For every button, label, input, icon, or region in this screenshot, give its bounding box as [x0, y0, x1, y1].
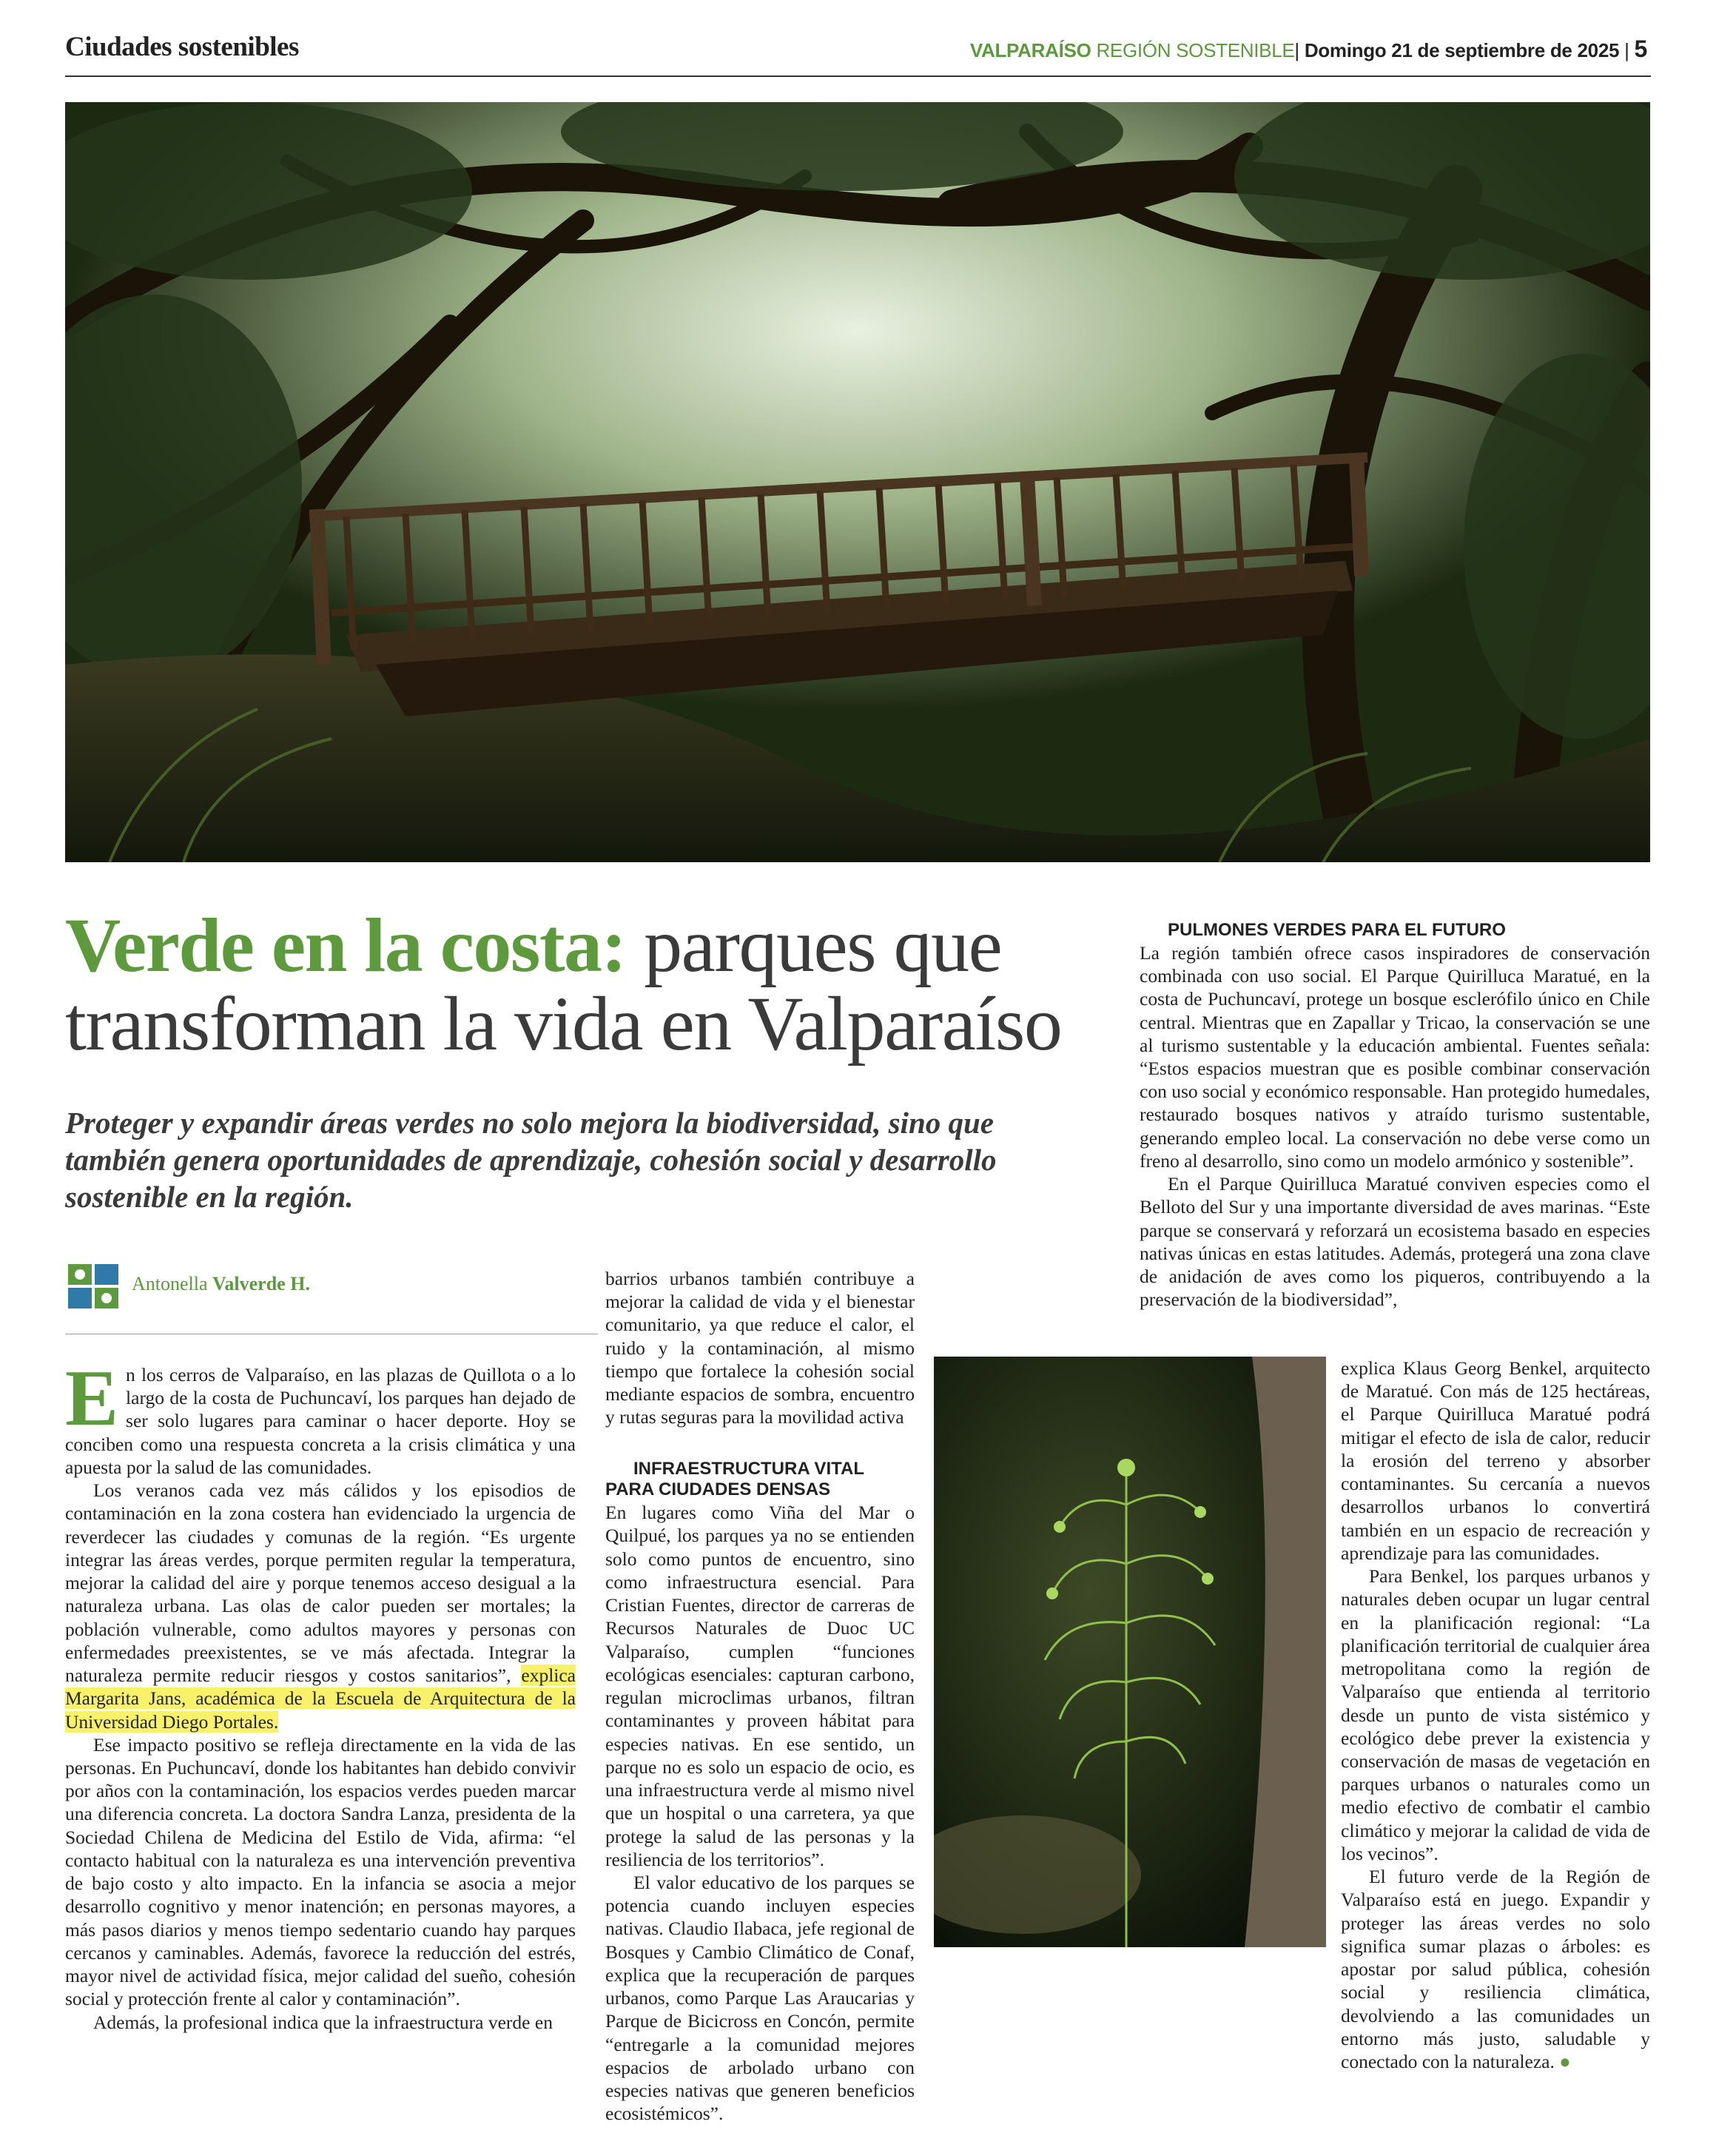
- header-region: REGIÓN SOSTENIBLE: [1096, 39, 1295, 61]
- highlight: explica Margarita Jans, académica de la Escuela de Arquitectura de la: [65, 1664, 576, 1710]
- highlight-university: Universidad Diego Portales.: [65, 1710, 279, 1733]
- paragraph: Ese impacto positivo se refleja directamente en la vida de las personas. En Puchuncaví, donde los habitantes han debido convivir por años con la contaminación, los espacios verdes pueden marcar una diferencia concreta. La doctora Sandra Lanza, presidenta de la Sociedad Chilena de Medicina del Estilo de Vida, afirma: “el contacto habitual con la naturaleza es una intervención preventiva de bajo costo y alto impacto. En la infancia se asocia a mejor desarrollo cognitivo y menor inatención; en personas mayores, a más pasos diarios y menos tiempo sedentario cuando hay parques cercanos y caminables. Además, favorece la reducción del estrés, mayor nivel de actividad física, mejor calidad del sueño, cohesión social y protección frente al calor y contaminación”.: [65, 1733, 576, 2010]
- headline-rest: parques que: [625, 903, 1002, 988]
- paragraph: Para Benkel, los parques urbanos y naturales deben ocupar un lugar central en la planificación regional: “La planificación territorial de cualquier área metropolitana como la región de Valparaíso que entienda al territorio desde un punto de vista sistémico y ecológico debe prever la existencia y conservación de masas de vegetación en parques urbanos o naturales como un medio efectivo de combatir el cambio climático y mejorar la calidad de vida de los vecinos”.: [1341, 1565, 1650, 1864]
- article-column-2: [605, 1267, 915, 2126]
- section-title: Ciudades sostenibles: [65, 32, 299, 62]
- paragraph: barrios urbanos también contribuye a mejorar la calidad de vida y el bienestar comunitario, ya que reduce el calor, el ruido y la contaminación, al mismo tiempo que fortalece la cohesión social mediante espacios de sombra, encuentro y rutas seguras para la movilidad activa: [605, 1268, 915, 1428]
- page-header-info: [970, 36, 1647, 63]
- headline-green: Verde en la costa:: [65, 903, 626, 988]
- byline: [132, 1273, 310, 1295]
- paragraph-text: El futuro verde de la Región de Valparaíso está en juego. Expandir y proteger las áreas verdes no solo significa sumar plazas o árboles: es apostar por salud pública, cohesión social y resiliencia climática, devolviendo a las comunidades un entorno más justo, saludable y conectado con la naturaleza.: [1341, 1866, 1650, 2073]
- paragraph: En el Parque Quirilluca Maratué conviven especies como el Belloto del Sur y una importante diversidad de aves marinas. “Este parque se conservará y reforzará un ecosistema basado en especies nativas únicas en estas latitudes. Además, protegerá una zona clave de anidación de aves como los piqueros, contribuyendo a la preservación de la biodiversidad”,: [1140, 1173, 1650, 1311]
- page-number: 5: [1634, 36, 1647, 62]
- header-separator: |: [1624, 39, 1629, 61]
- paragraph: El valor educativo de los parques se potencia cuando incluyen especies nativas. Claudio Ilabaca, jefe regional de Bosques y Cambio Climático de Conaf, explica que la recuperación de parques urbanos, como Parque Las Araucarias y Parque de Bicicross en Concón, permite “entregarle a la comunidad mejores espacios de arbolado urbano con especies nativas que generen beneficios ecosistémicos”.: [605, 1871, 915, 2125]
- paragraph: [65, 1479, 576, 1733]
- article-column-3: [1140, 920, 1650, 1311]
- paragraph: explica Klaus Georg Benkel, arquitecto de Maratué. Con más de 125 hectáreas, el Parque Quirilluca Maratué podrá mitigar el efecto de isla de calor, reducir la erosión del terreno y absorber contaminantes. Su cercanía a nuevos desarrollos urbanos lo convertirá también en un espacio de recreación y aprendizaje para las comunidades.: [1341, 1357, 1650, 1564]
- paragraph: En lugares como Viña del Mar o Quilpué, los parques ya no se entienden solo como puntos de encuentro, sino como infraestructura esencial. Para Cristian Fuentes, director de carreras de Recursos Naturales de Duoc UC Valparaíso, cumplen “funciones ecológicas esenciales: capturan carbono, regulan microclimas urbanos, filtran contaminantes y proveen hábitat para especies nativas. En ese sentido, un parque no es solo un espacio de ocio, es una infraestructura verde al mismo nivel que un hospital o una carretera, ya que protege la salud de las personas y la resiliencia de los territorios”.: [605, 1502, 915, 1870]
- header-rule: [65, 75, 1651, 77]
- author-first: Antonella: [132, 1273, 208, 1294]
- subheading: PULMONES VERDES PARA EL FUTURO: [1168, 920, 1506, 940]
- header-separator: |: [1294, 39, 1299, 61]
- article-column-1: [65, 1354, 576, 2034]
- header-date: Domingo 21 de septiembre de 2025: [1304, 39, 1620, 61]
- author-last: Valverde H.: [212, 1273, 310, 1294]
- paragraph-text: n los cerros de Valparaíso, en las plazas de Quillota o a lo largo de la costa de Puchuncaví, los parques han dejado de ser solo lugares para caminar o hacer deporte. Hoy se conciben como una respuesta concreta a la crisis climática y una apuesta por la salud de las comunidades.: [65, 1364, 576, 1478]
- paragraph: Además, la profesional indica que la infraestructura verde en: [93, 2011, 553, 2033]
- drop-cap: E: [65, 1354, 119, 1442]
- seedling-photo: [934, 1357, 1326, 1947]
- paragraph: [1341, 1865, 1650, 2073]
- paragraph: La región también ofrece casos inspiradores de conservación combinada con uso social. El Parque Quirilluca Maratué, en la costa de Puchuncaví, protege un bosque esclerófilo único en Chile central. Mientras que en Zapallar y Tricao, la conservación se une al turismo sustentable y la educación ambiental. Fuentes señala: “Estos espacios muestran que es posible combinar conservación con uso social y económico responsable. Han protegido humedales, restaurado bosques nativos y atraído turismo sustentable, generando empleo local. La conservación no debe verse como un freno al desarrollo, sino como un modelo armónico y sostenible”.: [1140, 941, 1650, 1172]
- paragraph-text: Los veranos cada vez más cálidos y los episodios de contaminación en la zona costera han evidenciado la urgencia de reverdecer las ciudades y comunas de la región. “Es urgente integrar las áreas verdes, porque permiten regular la temperatura, mejorar la calidad del aire y porque tenemos acceso desigual a la naturaleza urbana. Las olas de calor pueden ser mortales; la población vulnerable, como adultos mayores y personas con enfermedades preexistentes, se ve más afectada. Integrar la naturaleza permite reducir riesgos y costos sanitarios”,: [65, 1479, 576, 1687]
- header-city: VALPARAÍSO: [969, 39, 1091, 61]
- end-mark-icon: ●: [1559, 2051, 1571, 2073]
- deck: Proteger y expandir áreas verdes no solo mejora la biodiversidad, sino que también genera oportunidades de aprendizaje, cohesión social y desarrollo sostenible en la región.: [65, 1106, 997, 1214]
- paragraph: [65, 1354, 576, 1479]
- article-column-3-narrow: [1341, 1357, 1650, 2073]
- headline: [65, 903, 1138, 1067]
- sustainability-logo-icon: [68, 1264, 120, 1310]
- subheading: INFRAESTRUCTURA VITAL PARA CIUDADES DENSAS: [605, 1458, 864, 1500]
- headline-line2: transforman la vida en Valparaíso: [65, 981, 1062, 1067]
- bridge-photo: [65, 102, 1650, 862]
